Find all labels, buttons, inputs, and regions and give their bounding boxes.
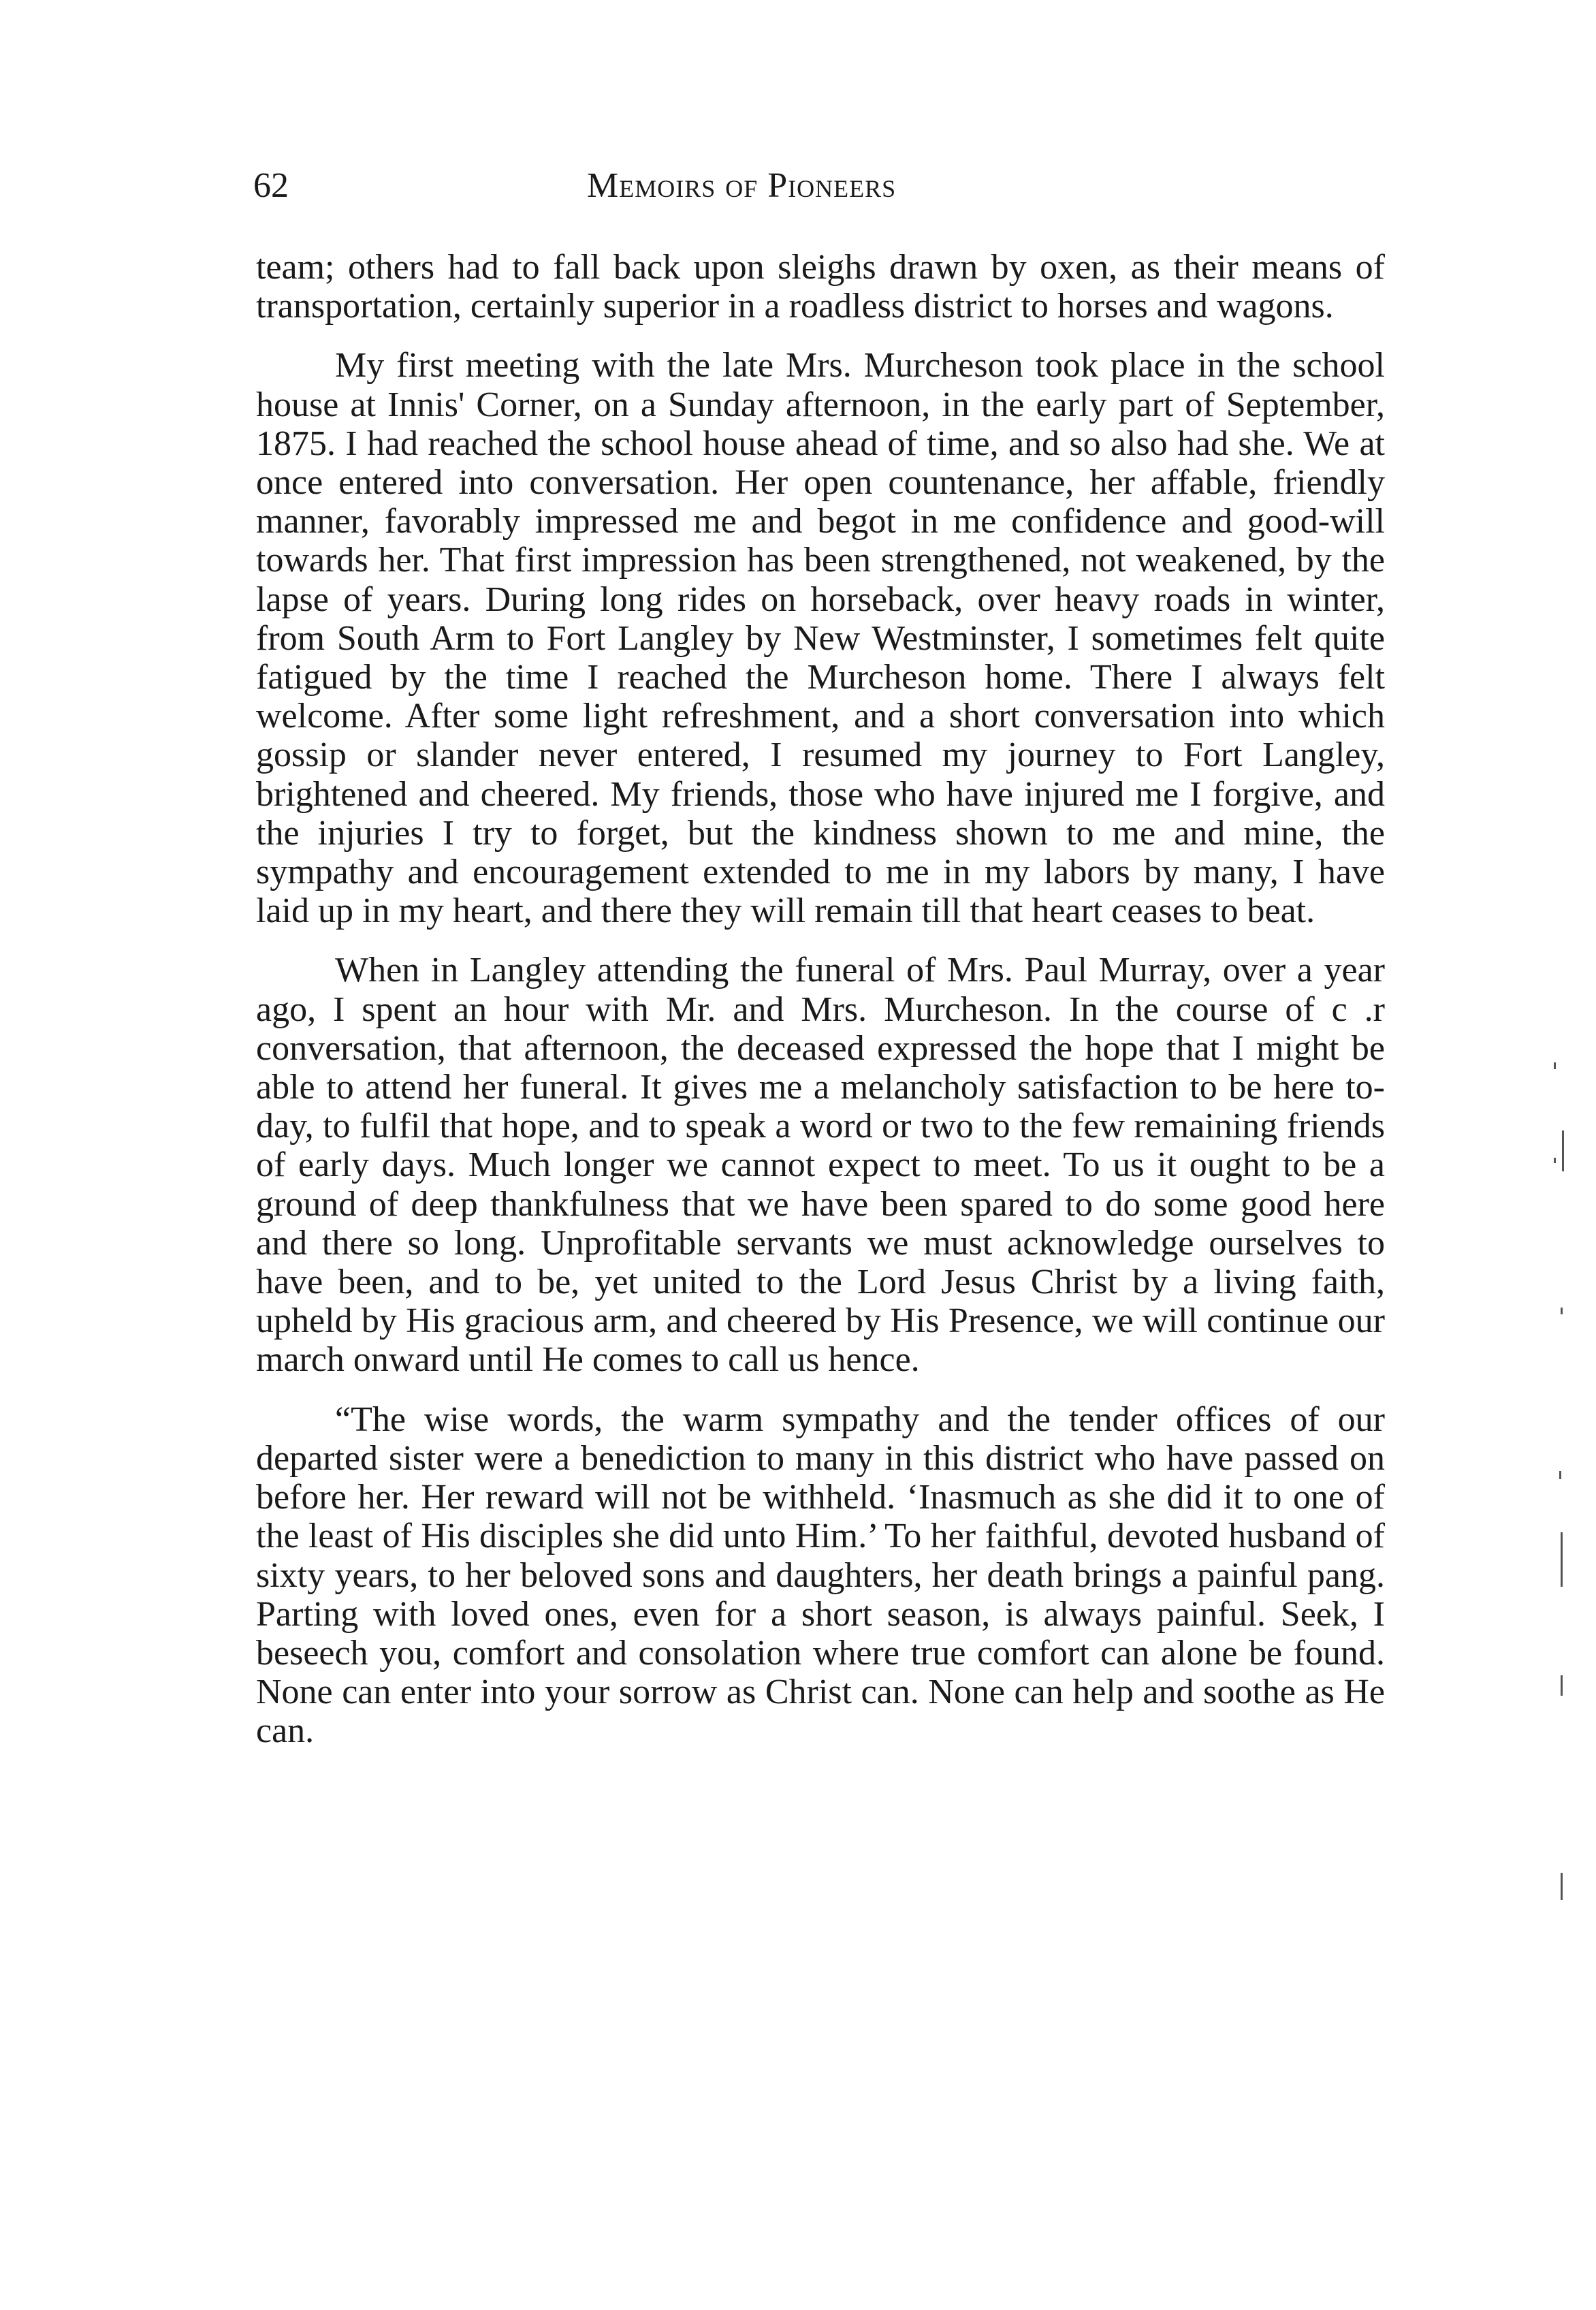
paragraph-first-meeting: My first meeting with the late Mrs. Murcheson took place in the school house at Innis' Corner, on a Sunday afternoon, in the early part of September, 1875. I had reached the school house ahead of time, and so also had she. We at once entered into conversation. Her open countenance, her affable, friendly manner, favorably impressed me and begot in me confidence and good-will towards her. That first impression has been strengthened, not weakened, by the lapse of years. During long rides on horseback, over heavy roads in winter, from South Arm to Fort Langley by New Westminster, I sometimes felt quite fatigued by the time I reached the Murcheson home. There I always felt welcome. After some light refreshment, and a short conversation into which gossip or slander never entered, I resumed my journey to Fort Langley, brightened and cheered. My friends, those who have injured me I forgive, and the injuries I try to forget, but the kindness shown to me and mine, the sympathy and encouragement extended to me in my labors by many, I have laid up in my heart, and there they will remain till that heart ceases to beat. — [256, 346, 1385, 931]
body-text — [256, 248, 1385, 1771]
page-header — [253, 162, 1384, 210]
page-number: 62 — [253, 166, 289, 205]
scan-mark — [1561, 1873, 1563, 1900]
scan-mark — [1562, 1130, 1564, 1171]
scan-mark — [1554, 1062, 1556, 1069]
scan-mark — [1561, 1675, 1563, 1696]
paragraph-continued: team; others had to fall back upon sleighs drawn by oxen, as their means of transportation, certainly superior in a roadless district to horses and wagons. — [256, 248, 1385, 326]
scan-mark — [1554, 1158, 1556, 1163]
running-head: Memoirs of Pioneers — [587, 166, 897, 205]
scan-margin-marks — [1552, 1062, 1573, 2016]
scan-mark — [1561, 1308, 1563, 1314]
scan-mark — [1561, 1532, 1563, 1587]
paragraph-tribute: “The wise words, the warm sympathy and the tender offices of our departed sister were a benediction to many in this district who have passed on before her. Her reward will not be withheld. ‘Inasmuch as she did it to one of the least of His disciples she did unto Him.’ To her faithful, devoted husband of sixty years, to her beloved sons and daughters, her death brings a painful pang. Parting with loved ones, even for a short season, is always painful. Seek, I beseech you, comfort and consolation where true comfort can alone be found. None can enter into your sorrow as Christ can. None can help and soothe as He can. — [256, 1399, 1385, 1751]
paragraph-funeral-visit: When in Langley attending the funeral of Mrs. Paul Murray, over a year ago, I spent an hour with Mr. and Mrs. Murcheson. In the course of c .r conversation, that afternoon, the deceased expressed the hope that I might be able to attend her funeral. It gives me a melancholy satisfaction to be here to-day, to fulfil that hope, and to speak a word or two to the few remaining friends of early days. Much longer we cannot expect to meet. To us it ought to be a ground of deep thankfulness that we have been spared to do some good here and there so long. Unprofitable servants we must acknowledge ourselves to have been, and to be, yet united to the Lord Jesus Christ by a living faith, upheld by His gracious arm, and cheered by His Presence, we will continue our march onward until He comes to call us hence. — [256, 951, 1385, 1380]
scan-mark — [1559, 1471, 1561, 1479]
